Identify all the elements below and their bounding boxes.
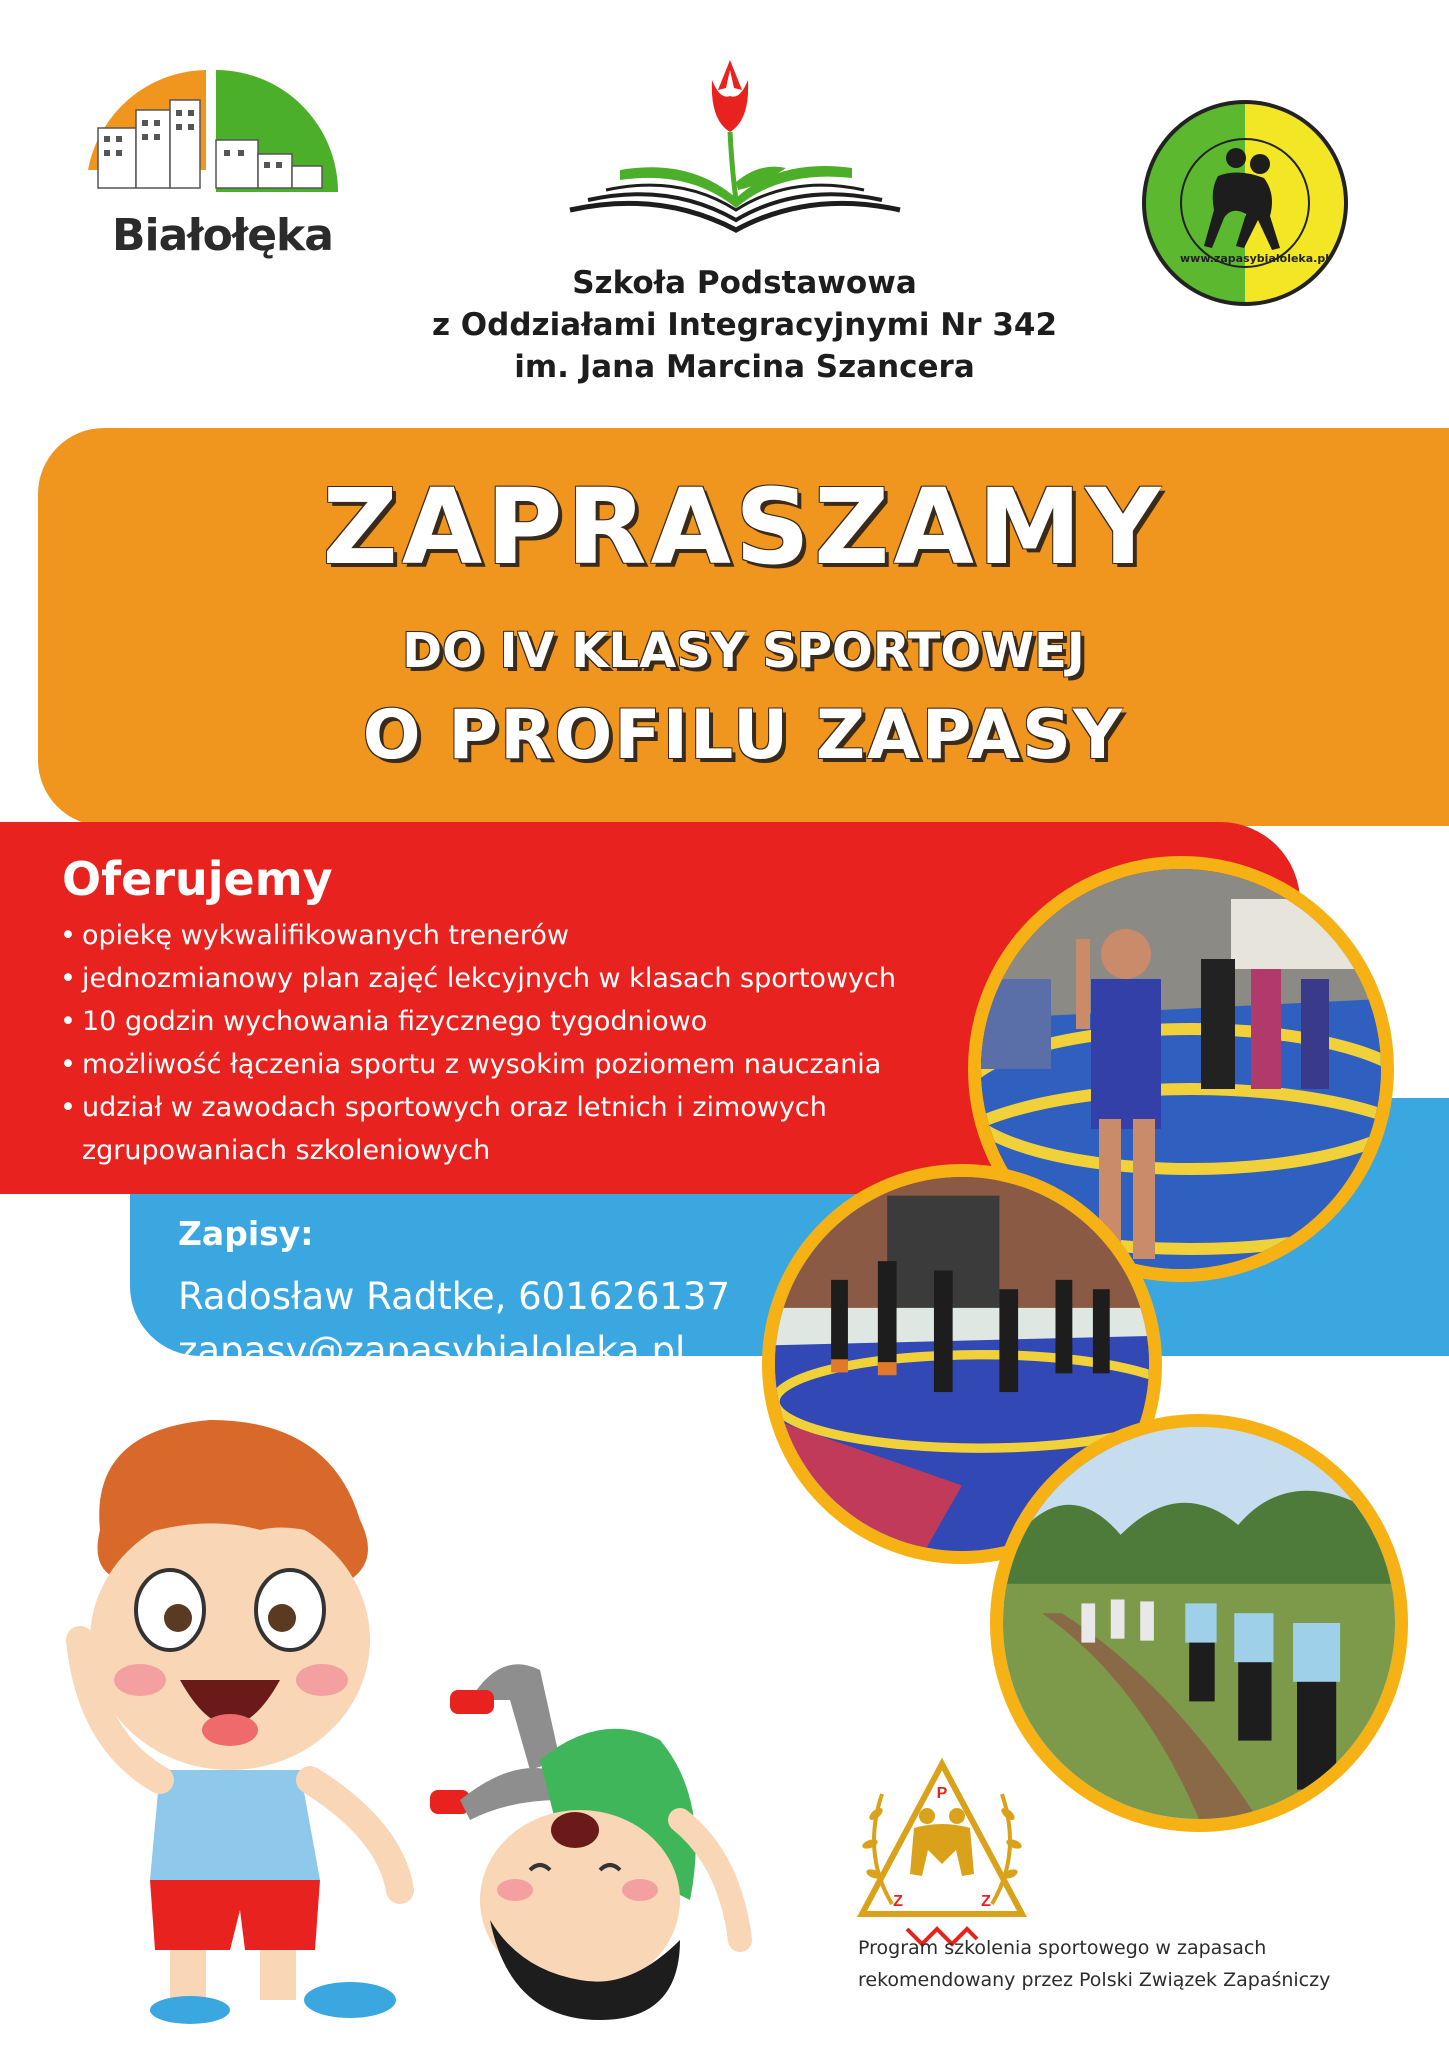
club-logo-url: www.zapasybialoleka.pl [1180,252,1329,265]
cartoon-boy-cheering [60,1410,440,2030]
offer-item: • opiekę wykwalifikowanych trenerów [60,914,1010,957]
offer-item: • jednozmianowy plan zajęć lekcyjnych w klasach sportowych [60,957,1010,1000]
boy-cheering-illustration [60,1410,440,2030]
pzz-letter-p: P [936,1785,948,1802]
signup-title: Zapisy: [178,1214,314,1253]
offer-item: • możliwość łączenia sportu z wysokim poziomem nauczania [60,1043,1010,1086]
headline-sub1: DO IV KLASY SPORTOWEJ [402,623,1085,679]
footer-note [858,1932,1330,1996]
school-name-line1: Szkoła Podstawowa [572,265,917,301]
pzz-letter-z2: Z [981,1893,991,1910]
invitation-banner [38,428,1449,826]
outdoor-running-image [1003,1427,1395,1819]
footer-line2: rekomendowany przez Polski Związek Zapaśniczy [858,1969,1331,1991]
contact-email[interactable]: zapasy@zapasybialoleka.pl [178,1329,686,1372]
school-name [0,262,1449,388]
school-logo [560,50,910,250]
headline-sub2: O PROFILU ZAPASY [362,696,1125,775]
boy-cartwheel-illustration [430,1640,760,2040]
tulip-book-icon [560,50,910,250]
offer-title: Oferujemy [62,852,333,906]
contact-person: Radosław Radtke, 601626137 [178,1275,731,1318]
headline: ZAPRASZAMY [322,466,1165,588]
school-name-line2: z Oddziałami Integracyjnymi Nr 342 [431,307,1058,343]
bialoleka-logo [88,70,378,270]
cartoon-boy-cartwheel [430,1640,760,2040]
pzz-emblem-icon [852,1754,1032,1954]
offer-item: • 10 godzin wychowania fizycznego tygodniowo [60,1000,1010,1043]
offer-list [60,914,1010,1172]
pzz-letter-z1: Z [893,1893,903,1910]
offer-item: • udział w zawodach sportowych oraz letnich i zimowych zgrupowaniach szkoleniowych [60,1086,1010,1172]
signup-contact [178,1270,730,1378]
pzz-logo [852,1754,1032,1954]
footer-line1: Program szkolenia sportowego w zapasach [858,1937,1267,1959]
bialoleka-logo-text: Białołęka [112,210,333,261]
school-name-line3: im. Jana Marcina Szancera [514,349,975,385]
outdoor-running-photo [990,1414,1408,1832]
